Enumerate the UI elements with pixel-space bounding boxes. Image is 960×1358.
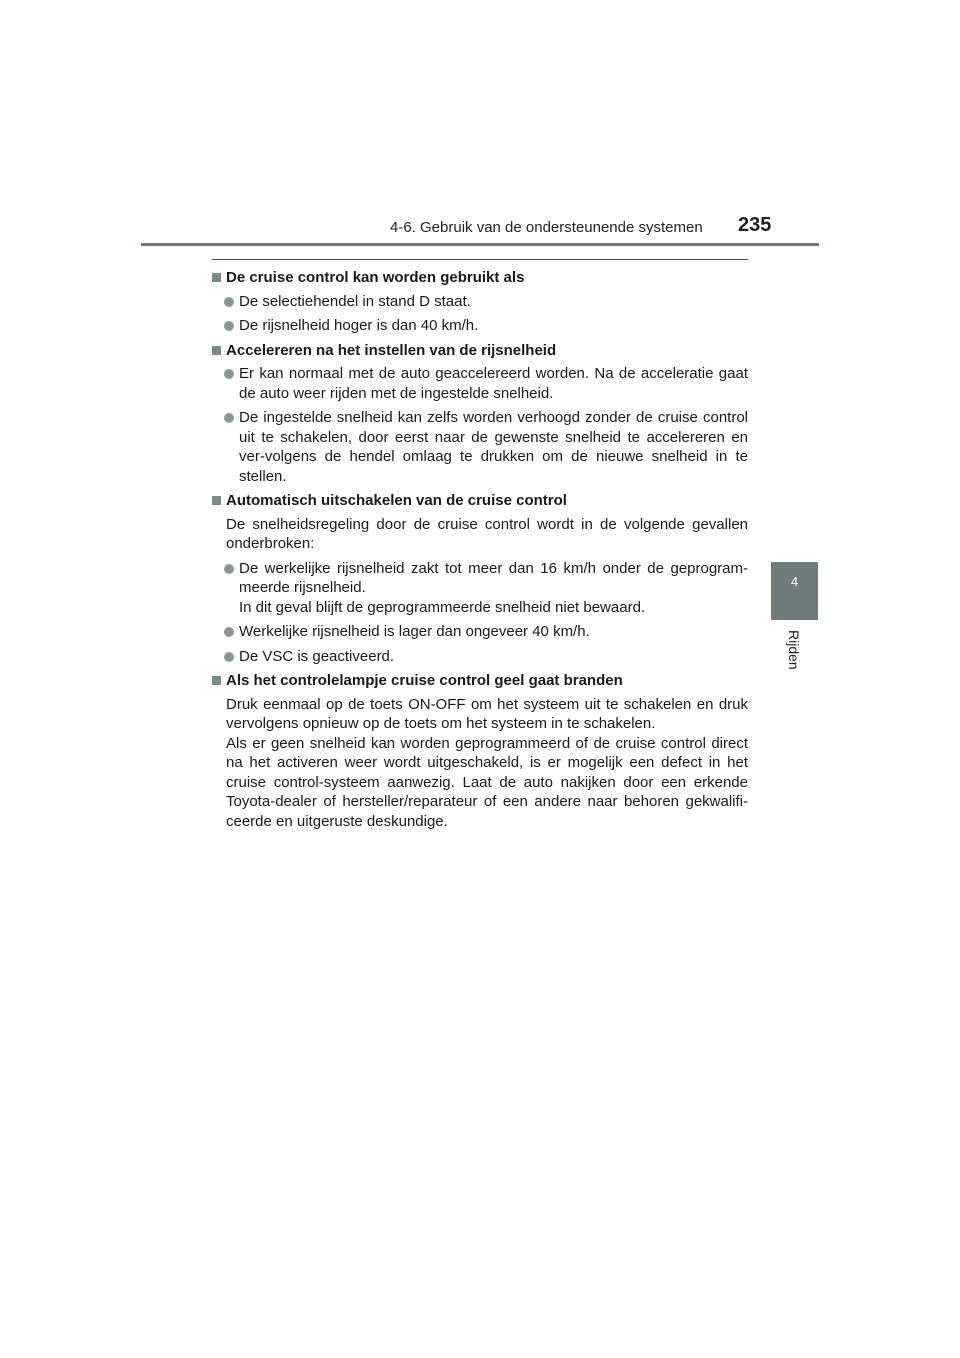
- list-item-text: Werkelijke rijsnelheid is lager dan ongeveer 40 km/h.: [239, 623, 590, 640]
- bullet-dot-icon: [224, 413, 234, 423]
- section-heading: [212, 268, 748, 288]
- list-item-text: De selectiehendel in stand D staat.: [239, 292, 471, 310]
- paragraph-2: Als er geen snelheid kan worden geprogrammeerd of de cruise control direct na het activeren weer wordt uitgeschakeld, is er mogelijk een defect in het cruise control-systeem aanwezig. Laat de auto nakijken door een erkende Toyota-dealer of hersteller/reparateur of een andere naar behoren gekwalifi-ceerde en uitgeruste deskundige.: [226, 734, 748, 830]
- section-paragraph: [226, 695, 748, 832]
- bullet-dot-icon: [224, 652, 234, 662]
- bullet-dot-icon: [224, 627, 234, 637]
- heading-text: Als het controlelampje cruise control geel gaat branden: [226, 672, 623, 689]
- heading-text: Accelereren na het instellen van de rijsnelheid: [226, 341, 557, 359]
- header-rule: [141, 243, 819, 246]
- bullet-dot-icon: [224, 564, 234, 574]
- section-heading: [212, 491, 748, 511]
- chapter-title: 4-6. Gebruik van de ondersteunende systemen: [390, 219, 703, 236]
- section-accelerating: [212, 341, 748, 487]
- list-item: [224, 292, 748, 312]
- list-item-text: [239, 559, 748, 618]
- section-heading: [212, 341, 748, 361]
- square-bullet-icon: [212, 496, 221, 505]
- section-heading: [212, 671, 748, 691]
- list-item: [224, 316, 748, 336]
- list-item-text: De VSC is geactiveerd.: [239, 647, 395, 665]
- list-item: [224, 408, 748, 486]
- page-content: [212, 268, 748, 836]
- bullet-dot-icon: [224, 297, 234, 307]
- list-item-main: De werkelijke rijsnelheid zakt tot meer dan 16 km/h onder de geprogram-meerde rijsnelheid.: [239, 559, 748, 596]
- list-item: [224, 559, 748, 618]
- list-item: [224, 622, 748, 642]
- list-item-text: De ingestelde snelheid kan zelfs worden verhoogd zonder de cruise control uit te schakelen, door eerst naar de gewenste snelheid te accelereren en ver-volgens de hendel omlaag te drukken om de nieuwe snelheid in te stellen.: [239, 409, 748, 485]
- bullet-dot-icon: [224, 321, 234, 331]
- chapter-label-text: Rijden: [786, 630, 802, 670]
- list-item: [224, 364, 748, 403]
- chapter-number: 4: [790, 574, 799, 589]
- list-item: [224, 647, 748, 667]
- list-item-note: In dit geval blijft de geprogrammeerde snelheid niet bewaard.: [239, 598, 646, 616]
- bullet-dot-icon: [224, 369, 234, 379]
- section-usage-conditions: [212, 268, 748, 336]
- list-item-text: Er kan normaal met de auto geaccelereerd worden. Na de acceleratie gaat de auto weer rijden met de ingestelde snelheid.: [239, 365, 748, 402]
- section-auto-cancel: [212, 491, 748, 666]
- paragraph-1: Druk eenmaal op de toets ON-OFF om het systeem uit te schakelen en druk vervolgens opnieuw op de toets om het systeem in te schakelen.: [226, 695, 748, 732]
- list-item-text: De rijsnelheid hoger is dan 40 km/h.: [239, 317, 479, 334]
- page-number: 235: [738, 214, 772, 236]
- section-indicator-yellow: [212, 671, 748, 831]
- heading-text: Automatisch uitschakelen van de cruise control: [226, 492, 567, 509]
- square-bullet-icon: [212, 273, 221, 282]
- section-intro: De snelheidsregeling door de cruise control wordt in de volgende gevallen onderbroken:: [226, 515, 748, 552]
- chapter-label: [782, 630, 802, 690]
- section-divider: [212, 259, 748, 260]
- square-bullet-icon: [212, 676, 221, 685]
- heading-text: De cruise control kan worden gebruikt als: [226, 269, 525, 286]
- chapter-tab: [771, 562, 818, 620]
- square-bullet-icon: [212, 346, 221, 355]
